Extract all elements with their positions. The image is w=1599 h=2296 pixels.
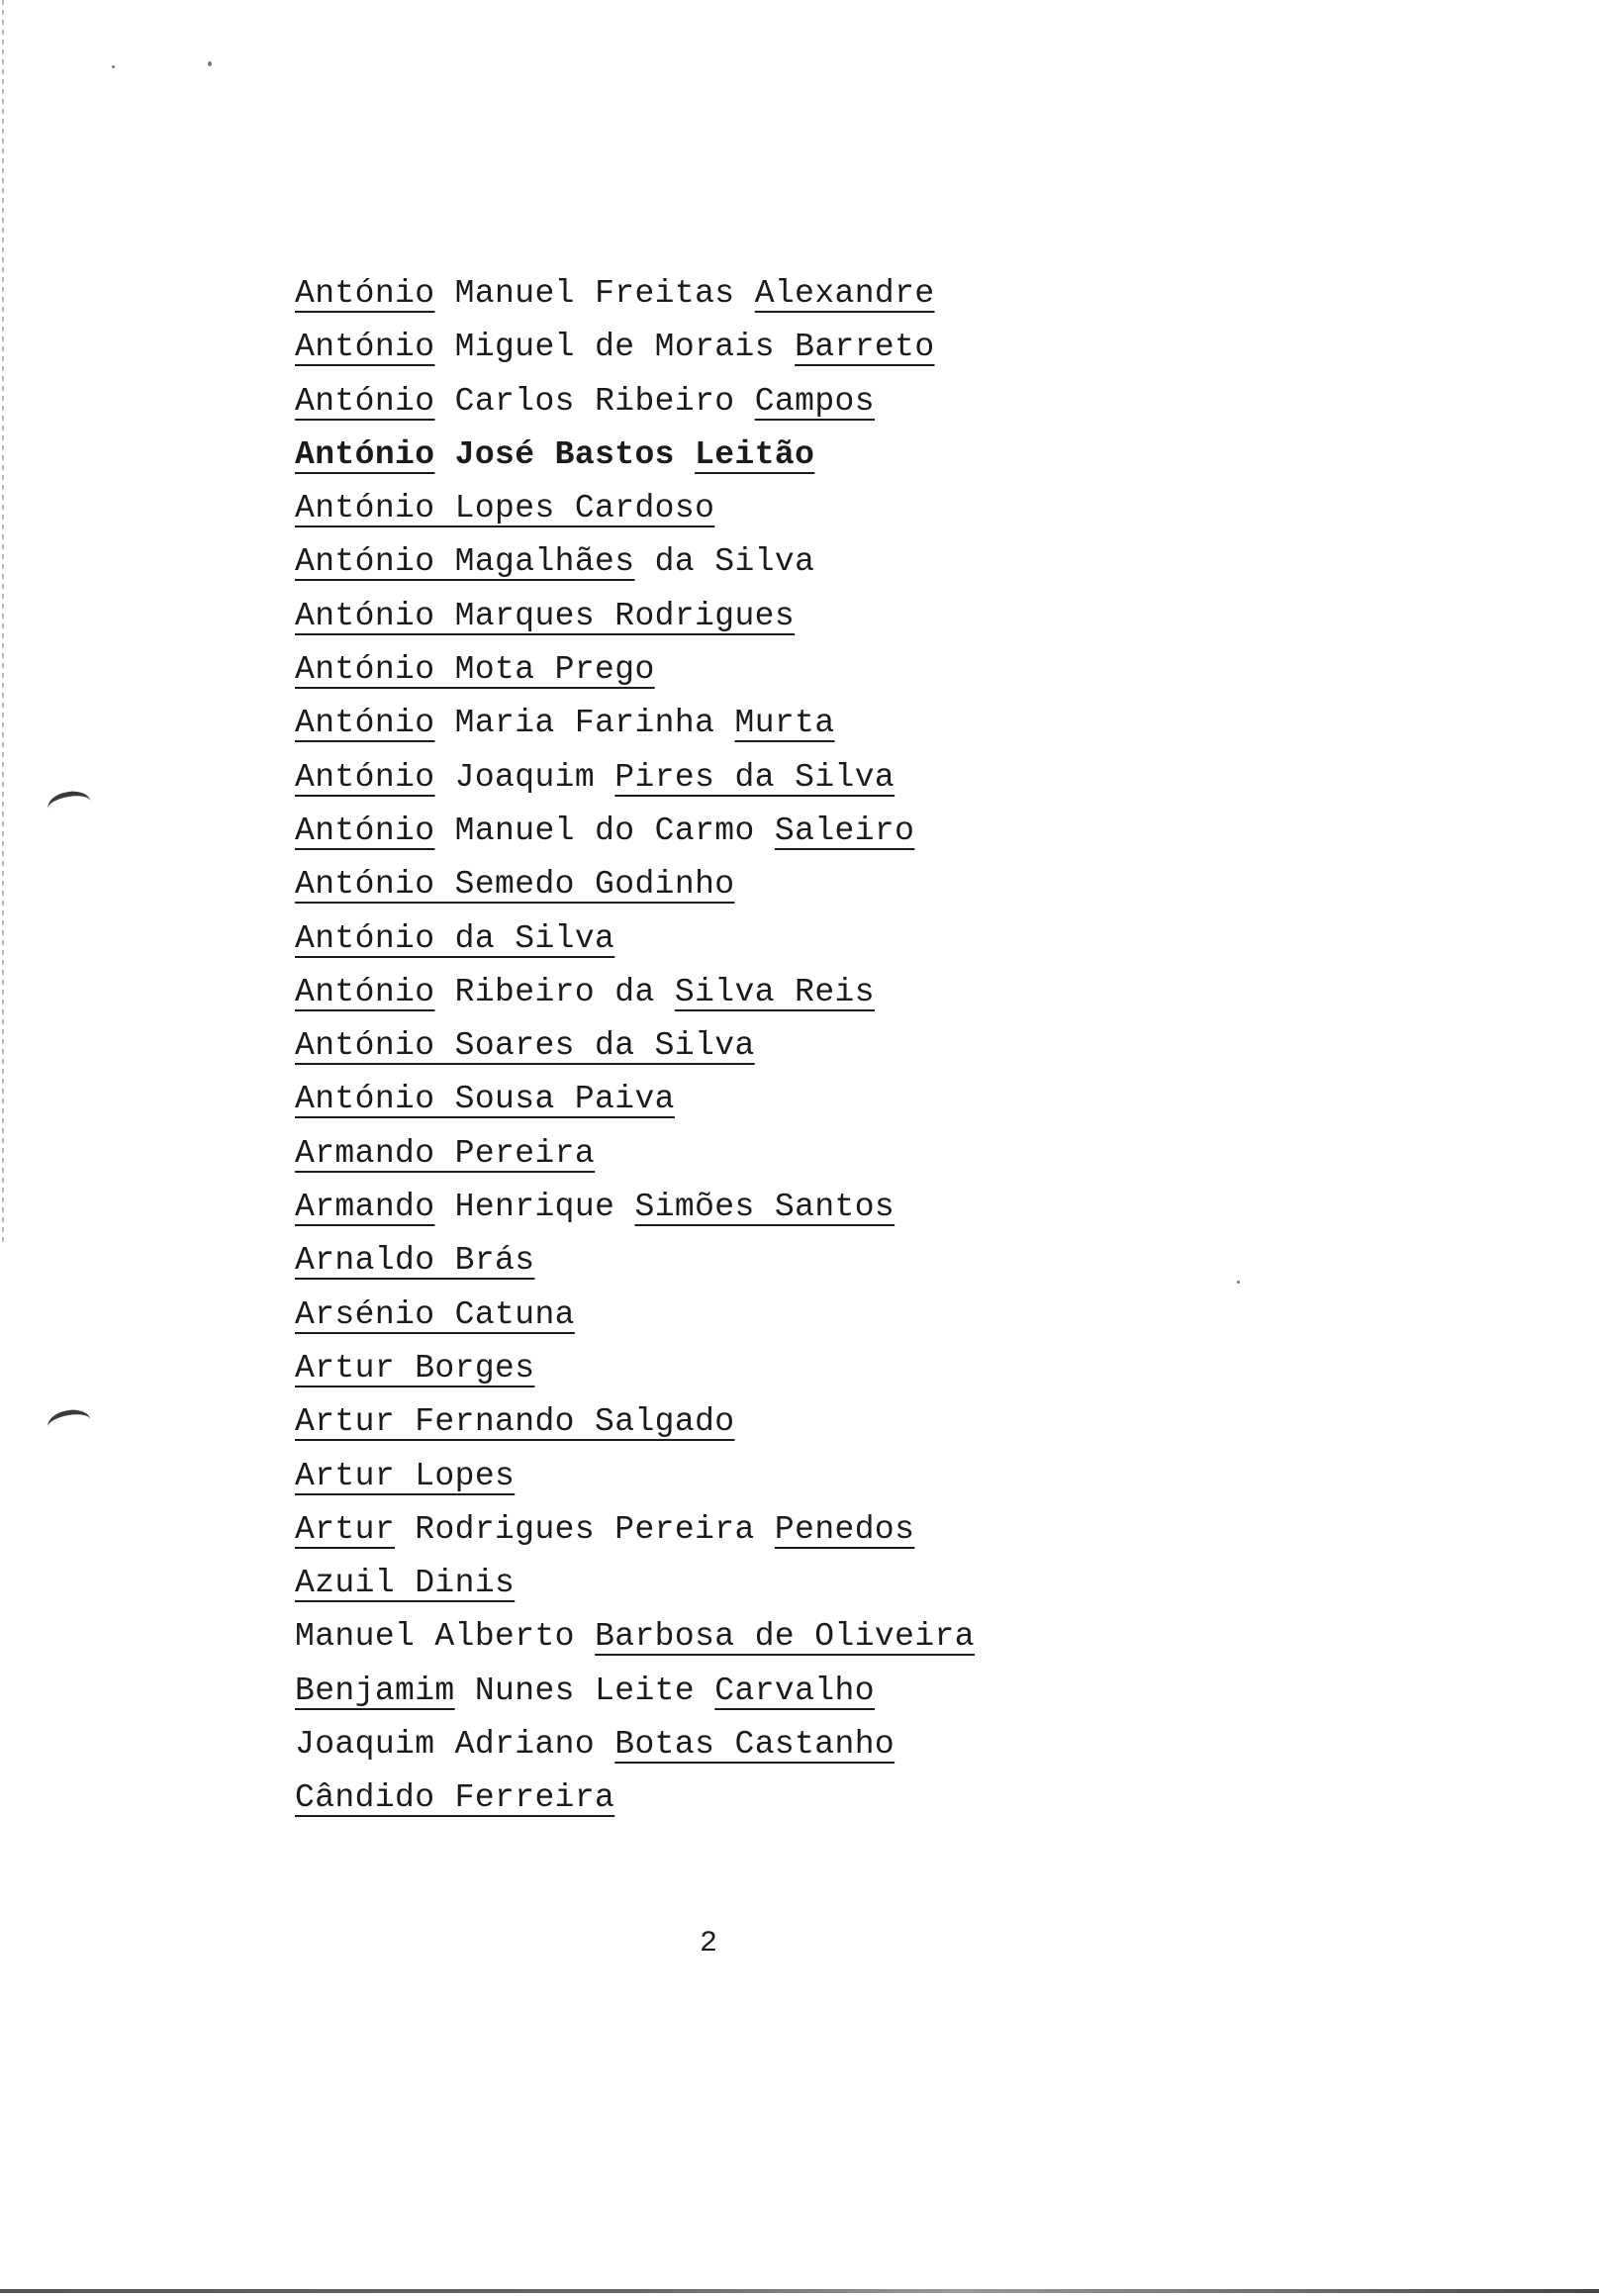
name-part: Henrique bbox=[434, 1189, 635, 1226]
name-line bbox=[295, 1342, 1383, 1395]
underlined-name-part: Leitão bbox=[695, 435, 815, 473]
underlined-name-part: António bbox=[295, 812, 435, 849]
underlined-name-part: Artur bbox=[295, 1510, 396, 1548]
name-line bbox=[295, 482, 1383, 535]
name-part: Rodrigues Pereira bbox=[395, 1510, 775, 1548]
underlined-name-part: Murta bbox=[734, 705, 835, 742]
name-line bbox=[295, 1181, 1383, 1234]
name-part: Joaquim bbox=[434, 758, 615, 796]
name-line bbox=[295, 535, 1383, 589]
underlined-name-part: Artur Lopes bbox=[295, 1457, 516, 1494]
name-line bbox=[295, 590, 1383, 643]
name-line bbox=[295, 858, 1383, 911]
name-part: Joaquim Adriano bbox=[295, 1726, 615, 1764]
name-line bbox=[295, 1127, 1383, 1181]
underlined-name-part: Benjamim bbox=[295, 1672, 455, 1709]
underlined-name-part: Artur Borges bbox=[295, 1349, 535, 1387]
name-line bbox=[295, 1289, 1383, 1342]
underlined-name-part: Arnaldo Brás bbox=[295, 1242, 535, 1280]
underlined-name-part: Artur Fernando Salgado bbox=[295, 1403, 735, 1441]
underlined-name-part: António Semedo Godinho bbox=[295, 866, 735, 904]
underlined-name-part: Pires da Silva bbox=[614, 758, 895, 796]
underlined-name-part: Carvalho bbox=[714, 1672, 875, 1709]
underlined-name-part: Campos bbox=[754, 382, 875, 420]
underlined-name-part: Saleiro bbox=[774, 812, 915, 849]
underlined-name-part: Armando bbox=[295, 1189, 435, 1226]
underlined-name-part: Azuil Dinis bbox=[295, 1565, 516, 1602]
underlined-name-part: Simões Santos bbox=[634, 1189, 895, 1226]
name-part: Manuel do Carmo bbox=[434, 812, 775, 849]
name-line bbox=[295, 1395, 1383, 1449]
underlined-name-part: Armando Pereira bbox=[295, 1134, 596, 1172]
scan-bottom-edge bbox=[0, 2289, 1599, 2293]
name-part: Nunes Leite bbox=[454, 1672, 715, 1709]
hole-punch-mark bbox=[46, 1406, 93, 1440]
underlined-name-part: António bbox=[295, 275, 435, 312]
scan-speck bbox=[208, 61, 212, 66]
name-line bbox=[295, 697, 1383, 750]
underlined-name-part: Alexandre bbox=[754, 275, 935, 312]
page-number: 2 bbox=[699, 1927, 717, 1961]
underlined-name-part: Arsénio Catuna bbox=[295, 1295, 575, 1333]
name-line bbox=[295, 1557, 1383, 1610]
name-line bbox=[295, 1019, 1383, 1073]
name-line bbox=[295, 643, 1383, 697]
name-line bbox=[295, 1718, 1383, 1771]
name-line bbox=[295, 321, 1383, 374]
name-line bbox=[295, 751, 1383, 805]
underlined-name-part: António bbox=[295, 758, 435, 796]
name-line bbox=[295, 805, 1383, 858]
name-part: Miguel de Morais bbox=[434, 329, 796, 366]
underlined-name-part: António bbox=[295, 329, 435, 366]
name-line bbox=[295, 1503, 1383, 1557]
name-part: Manuel Alberto bbox=[295, 1618, 596, 1656]
underlined-name-part: Silva Reis bbox=[674, 973, 875, 1010]
name-part: Ribeiro da bbox=[434, 973, 675, 1010]
name-part: Manuel Freitas bbox=[434, 275, 755, 312]
underlined-name-part: António Magalhães bbox=[295, 543, 635, 581]
underlined-name-part: António bbox=[295, 705, 435, 742]
name-line bbox=[295, 267, 1383, 321]
underlined-name-part: António da Silva bbox=[295, 919, 615, 957]
name-line bbox=[295, 1234, 1383, 1288]
underlined-name-part: Penedos bbox=[774, 1510, 915, 1548]
name-line bbox=[295, 1665, 1383, 1718]
name-line bbox=[295, 375, 1383, 429]
underlined-name-part: António bbox=[295, 435, 435, 473]
names-list bbox=[295, 267, 1383, 1826]
underlined-name-part: Cândido Ferreira bbox=[295, 1779, 615, 1817]
name-part: José Bastos bbox=[434, 435, 696, 473]
underlined-name-part: António Marques Rodrigues bbox=[295, 597, 796, 634]
underlined-name-part: António Sousa Paiva bbox=[295, 1081, 675, 1118]
underlined-name-part: António Lopes Cardoso bbox=[295, 490, 715, 527]
underlined-name-part: Barreto bbox=[795, 329, 935, 366]
underlined-name-part: António Soares da Silva bbox=[295, 1027, 755, 1065]
underlined-name-part: António bbox=[295, 382, 435, 420]
name-line bbox=[295, 429, 1383, 482]
name-line bbox=[295, 1450, 1383, 1503]
scan-edge-dots bbox=[2, 0, 4, 1247]
underlined-name-part: Botas Castanho bbox=[614, 1726, 895, 1764]
name-line bbox=[295, 912, 1383, 966]
underlined-name-part: António Mota Prego bbox=[295, 651, 655, 689]
scan-speck bbox=[112, 65, 115, 68]
hole-punch-mark bbox=[46, 788, 93, 821]
underlined-name-part: António bbox=[295, 973, 435, 1010]
name-part: Carlos Ribeiro bbox=[434, 382, 755, 420]
name-line bbox=[295, 1073, 1383, 1126]
name-line bbox=[295, 966, 1383, 1019]
name-part: Maria Farinha bbox=[434, 705, 735, 742]
name-line bbox=[295, 1610, 1383, 1664]
name-part: da Silva bbox=[634, 543, 815, 581]
underlined-name-part: Barbosa de Oliveira bbox=[595, 1618, 975, 1656]
name-line bbox=[295, 1771, 1383, 1825]
